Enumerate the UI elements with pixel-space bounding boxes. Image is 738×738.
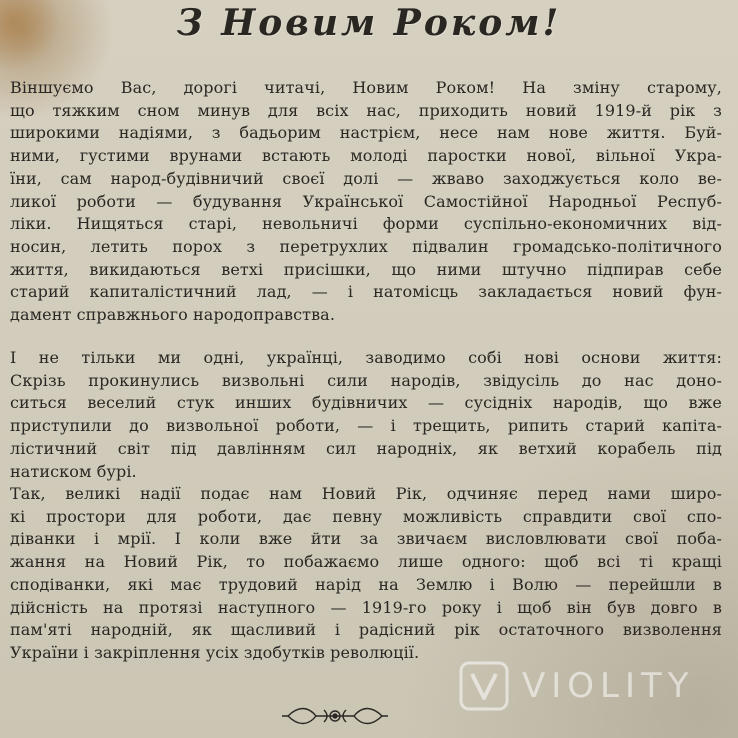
- text-line: приступили до визвольної роботи, — і трещить, рипить старий капіта-: [10, 416, 722, 436]
- text-line: лістичний світ під давлінням сил народніх, як ветхий корабель під: [10, 438, 722, 458]
- text-line: України і закріплення усіх здобутків революції.: [10, 642, 420, 662]
- text-line: носин, летить порох з перетрухлих підвалин громадсько-політичного: [10, 236, 722, 256]
- text-line: ситься веселий стук инших будівничих — сусідніх народів, що вже: [10, 393, 722, 413]
- text-line: що тяжким сном минув для всіх нас, приходить новий 1919-й рік з: [10, 100, 722, 120]
- watermark: [458, 660, 695, 712]
- text-line: кі простори для роботи, дає певну можливість справдити свої спо-: [10, 506, 722, 526]
- page-title: З Новим Роком!: [176, 2, 562, 44]
- watermark-text: VIOLITY: [522, 666, 695, 706]
- text-line: Так, великі надії подає нам Новий Рік, одчиняє перед нами широ-: [10, 484, 722, 503]
- violity-logo-icon: [458, 660, 510, 712]
- text-line: ними, густими врунами встають молоді паростки нової, вільної Укра-: [10, 146, 722, 166]
- text-line: ликої роботи — будування Української Самостійної Народньої Респуб-: [10, 191, 722, 211]
- text-line: життя, викидаються ветхі присішки, що ними штучно підпирав себе: [10, 259, 722, 279]
- text-line: дійсність на протязі наступного — 1919-го року і щоб він був довго в: [10, 597, 722, 617]
- text-line: Віншуємо Вас, дорогі читачі, Новим Роком! На зміну старому,: [10, 78, 722, 97]
- floral-ornament-icon: [280, 702, 390, 730]
- text-line: пам'яті народній, як щасливий і радісний рік остаточного визволення: [10, 620, 722, 640]
- text-line: їни, сам народ-будівничий своєї долі — жваво заходжується коло ве-: [10, 168, 722, 188]
- text-line: дамент справжнього народоправства.: [10, 305, 336, 325]
- text-line: сподіванки, які має трудовий нарід на Землю і Волю — перейшли в: [10, 574, 722, 594]
- text-line: Скрізь прокинулись визвольні сили народів, звідусіль до нас доно-: [10, 370, 722, 390]
- text-line: широкими надіями, з бадьорим настрієм, несе нам нове життя. Буй-: [10, 123, 722, 143]
- paragraph-2: [10, 347, 722, 483]
- text-line: жання на Новий Рік, то побажаємо лише одного: щоб всі ті кращі: [10, 552, 722, 572]
- text-line: ліки. Нищяться старі, невольничі форми суспільно-економичних від-: [10, 214, 722, 234]
- text-line: натиском бурі.: [10, 461, 137, 481]
- text-line: старий капиталістичний лад, — і натомісць закладається новий фун-: [10, 282, 722, 302]
- text-line: діванки і мрії. І коли вже йти за звичаєм висловлювати свої поба-: [10, 529, 722, 549]
- paragraph-3: [10, 483, 722, 665]
- paragraph-1: [10, 77, 722, 327]
- text-line: І не тільки ми одні, українці, заводимо собі нові основи життя:: [10, 348, 722, 367]
